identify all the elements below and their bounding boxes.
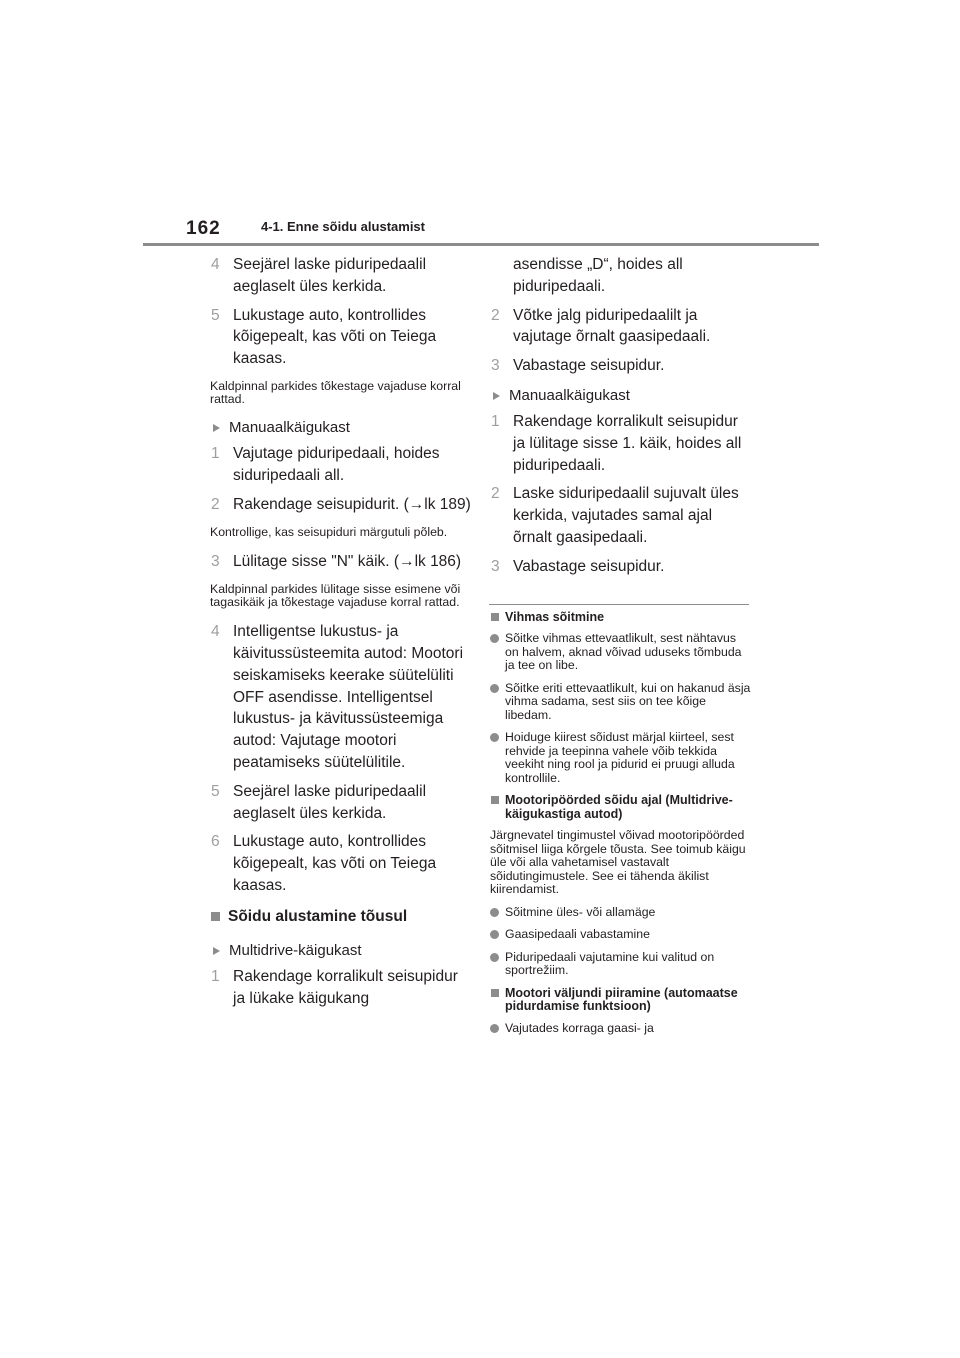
circle-bullet-icon (490, 1024, 499, 1033)
bullet-item (490, 928, 752, 942)
square-bullet-icon (491, 796, 499, 804)
section-title: 4-1. Enne sõidu alustamist (261, 219, 425, 234)
bullet-text: Piduripedaali vajutamine kui valitud on sportrežiim. (505, 949, 715, 978)
step-item (210, 551, 472, 573)
triangle-icon (213, 947, 220, 955)
step-text: Seejärel laske piduripedaalil aeglaselt üles kerkida. (233, 782, 427, 822)
step-number: 1 (211, 445, 220, 463)
step-number: 3 (211, 552, 220, 570)
step-item (490, 411, 752, 476)
bullet-item (490, 731, 752, 785)
step-item (490, 483, 752, 548)
square-bullet-icon (491, 989, 499, 997)
step-text: Vajutage piduripedaali, hoides siduripedaali all. (233, 445, 440, 485)
bullet-item (490, 1022, 752, 1036)
step-item (490, 355, 752, 377)
step-number: 6 (211, 833, 220, 851)
heading-label: Sõidu alustamine tõusul (228, 907, 408, 925)
right-column (490, 254, 752, 1044)
step-item (490, 556, 752, 578)
section-divider (489, 604, 749, 605)
bullet-text: Gaasipedaali vabastamine (505, 927, 650, 942)
bullet-text: Vajutades korraga gaasi- ja (505, 1020, 654, 1035)
step-number: 5 (211, 306, 220, 324)
step-text: Laske siduripedaalil sujuvalt üles kerkida, vajutades samal ajal õrnalt gaasipedaali. (513, 485, 739, 546)
info-heading-limit (490, 987, 752, 1014)
step-item (210, 781, 472, 825)
step-item (210, 966, 472, 1010)
triangle-icon (493, 392, 500, 400)
heading-label: Mootori väljundi piiramine (automaatse pidurdamise funktsioon) (505, 985, 738, 1014)
info-heading-rpm (490, 794, 752, 821)
bullet-text: Sõitmine üles- või allamäge (505, 904, 656, 919)
subheading-multidrive (210, 941, 472, 961)
heading-label: Mootoripöörded sõidu ajal (Multidrive-käigukastiga autod) (505, 793, 733, 821)
note-text: Kontrollige, kas seisupiduri märgutuli põleb. (210, 524, 448, 539)
bullet-item (490, 682, 752, 723)
step-text: Lülitage sisse "N" käik. (→lk 186) (233, 552, 462, 570)
bullet-text: Sõitke vihmas ettevaatlikult, sest nähtavus on halvem, aknad võivad uduseks tõmbuda ja tee on libe. (505, 631, 742, 673)
circle-bullet-icon (490, 953, 499, 962)
step-text: asendisse „D“, hoides all piduripedaali. (513, 256, 683, 295)
step-number: 2 (491, 485, 500, 503)
note-text: Kaldpinnal parkides lülitage sisse esimene või tagasikäik ja tõkestage vajaduse korral rattad. (210, 581, 461, 609)
subheading-label: Multidrive-käigukast (229, 941, 362, 959)
step-text: Seejärel laske piduripedaalil aeglaselt üles kerkida. (233, 256, 427, 295)
step-text: Intelligentse lukustus- ja käivitussüsteemita autod: Mootori seiskamiseks keerake süütelüliti OFF asendisse. Intelligentsel lukustus- ja kävitussüsteemiga autod: Vajutage mootori peatamiseks süütelülitile. (233, 623, 464, 771)
bullet-item (490, 632, 752, 673)
paragraph: Järgnevatel tingimustel võivad mootoripöörded sõitmisel liiga kõrgele tõusta. See toimub käigu üle või alla vahetamisel vastavalt sõidutingimustele. See ei tähenda äkilist kiirendamist. (490, 828, 746, 897)
step-continuation (490, 254, 752, 298)
subheading-manual (210, 418, 472, 438)
step-number: 4 (211, 256, 220, 273)
info-heading-rain (490, 611, 752, 625)
square-bullet-icon (211, 912, 220, 921)
step-item (210, 494, 472, 516)
step-number: 3 (491, 357, 500, 375)
step-text: Rakendage korralikult seisupidur ja lükake käigukang (233, 967, 458, 1007)
square-bullet-icon (491, 613, 499, 621)
step-number: 5 (211, 782, 220, 800)
step-item (490, 305, 752, 349)
heading-label: Vihmas sõitmine (505, 609, 605, 624)
circle-bullet-icon (490, 908, 499, 917)
step-number: 4 (211, 623, 220, 641)
subheading-manual (490, 386, 752, 406)
circle-bullet-icon (490, 634, 499, 643)
circle-bullet-icon (490, 733, 499, 742)
step-item (210, 831, 472, 896)
subheading-label: Manuaalkäigukast (229, 419, 350, 437)
step-number: 2 (491, 306, 500, 324)
step-number: 3 (491, 557, 500, 575)
step-text: Vabastage seisupidur. (513, 357, 665, 375)
step-item (210, 305, 472, 370)
header-rule (143, 243, 819, 246)
triangle-icon (213, 424, 220, 432)
section-heading-uphill (210, 907, 472, 927)
step-text: Rakendage korralikult seisupidur ja lülitage sisse 1. käik, hoides all piduripedaali. (513, 412, 742, 474)
step-text: Lukustage auto, kontrollides kõigepealt, kas võti on Teiega kaasas. (233, 833, 437, 894)
bullet-item (490, 906, 752, 920)
step-number: 2 (211, 495, 220, 513)
note-text: Kaldpinnal parkides tõkestage vajaduse korral rattad. (210, 378, 461, 407)
step-text: Võtke jalg piduripedaalilt ja vajutage õrnalt gaasipedaali. (513, 306, 711, 346)
bullet-text: Sõitke eriti ettevaatlikult, kui on hakanud äsja vihma sadama, sest siis on tee kõige libedam. (505, 680, 751, 722)
page-number: 162 (186, 218, 221, 239)
left-column (210, 254, 472, 1016)
bullet-text: Hoiduge kiirest sõidust märjal kiirteel, sest rehvide ja teepinna vahele võib tekkida veekiht ning rool ja pidurid ei pruugi alluda kontrollile. (505, 730, 735, 785)
step-number: 1 (491, 412, 500, 430)
step-text: Lukustage auto, kontrollides kõigepealt, kas võti on Teiega kaasas. (233, 306, 437, 368)
bullet-item (490, 951, 752, 978)
subheading-label: Manuaalkäigukast (509, 386, 630, 404)
circle-bullet-icon (490, 930, 499, 939)
page-header (143, 212, 819, 246)
step-item (210, 254, 472, 298)
circle-bullet-icon (490, 684, 499, 693)
step-item (210, 443, 472, 487)
step-number: 1 (211, 967, 220, 985)
step-text: Rakendage seisupidurit. (→lk 189) (233, 495, 471, 513)
step-item (210, 621, 472, 774)
step-text: Vabastage seisupidur. (513, 557, 665, 575)
